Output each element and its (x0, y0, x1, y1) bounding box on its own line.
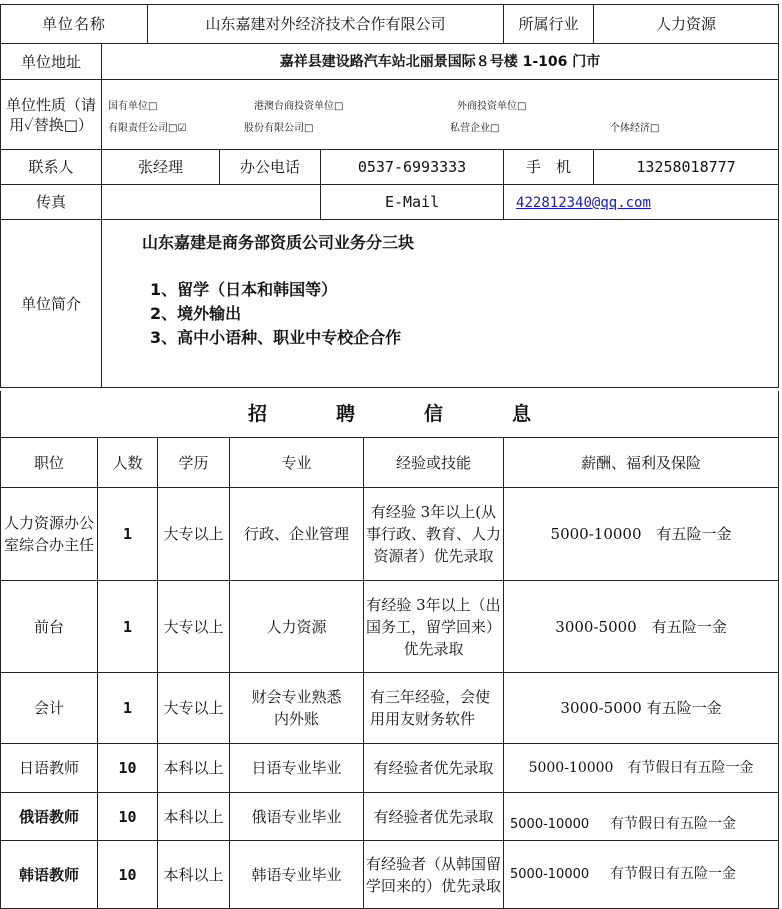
industry-value: 人力资源 (594, 5, 779, 44)
table-row (1, 673, 779, 744)
major-cell: 财会专业熟悉内外账 (230, 673, 364, 744)
major-cell: 日语专业毕业 (230, 744, 364, 793)
education-cell: 本科以上 (158, 744, 230, 793)
education-cell: 大专以上 (158, 488, 230, 581)
education-cell: 本科以上 (158, 793, 230, 841)
industry-label: 所属行业 (504, 5, 594, 44)
count-cell: 10 (98, 793, 158, 841)
major-cell: 人力资源 (230, 581, 364, 673)
col-header-education: 学历 (158, 438, 230, 488)
salary-benefit: 有节假日有五险一金 (610, 866, 736, 882)
salary-amount: 5000-10000 (510, 817, 590, 832)
office-phone-label: 办公电话 (220, 150, 321, 185)
position-cell: 日语教师 (1, 744, 98, 793)
contact-value: 张经理 (102, 150, 220, 185)
education-cell: 本科以上 (158, 841, 230, 909)
salary-benefit: 有节假日有五险一金 (610, 816, 736, 832)
table-row (1, 841, 779, 909)
company-name: 山东嘉建对外经济技术合作有限公司 (148, 5, 504, 44)
intro-body (102, 220, 779, 388)
col-header-count: 人数 (98, 438, 158, 488)
experience-cell: 有经验者优先录取 (364, 793, 504, 841)
salary-cell: 5000-10000 有节假日有五险一金 (504, 744, 779, 793)
recruit-title-char: 信 (424, 403, 444, 425)
count-cell: 1 (98, 488, 158, 581)
recruit-title-char: 聘 (336, 403, 356, 425)
email-label: E-Mail (321, 185, 504, 220)
recruitment-title (1, 391, 779, 438)
company-name-label: 单位名称 (1, 5, 148, 44)
experience-cell: 有三年经验，会使用用友财务软件 (364, 673, 504, 744)
col-header-salary: 薪酬、福利及保险 (504, 438, 779, 488)
col-header-experience: 经验或技能 (364, 438, 504, 488)
fax-value (102, 185, 321, 220)
intro-label: 单位简介 (1, 220, 102, 388)
count-cell: 10 (98, 744, 158, 793)
salary-amount: 5000-10000 (510, 867, 590, 882)
position-cell: 会计 (1, 673, 98, 744)
email-link[interactable]: 422812340@qq.com (516, 194, 651, 211)
salary-cell (504, 793, 779, 841)
recruitment-table (0, 391, 779, 909)
company-info-table (0, 4, 779, 388)
col-header-position: 职位 (1, 438, 98, 488)
salary-cell: 3000-5000 有五险一金 (504, 581, 779, 673)
nature-option-state-owned[interactable]: 国有单位□ (108, 101, 158, 112)
education-cell: 大专以上 (158, 673, 230, 744)
intro-title: 山东嘉建是商务部资质公司业务分三块 (142, 233, 415, 252)
salary-cell: 5000-10000 有五险一金 (504, 488, 779, 581)
table-row (1, 793, 779, 841)
nature-label: 单位性质（请用✓替换□） (1, 80, 102, 150)
address-value: 嘉祥县建设路汽车站北丽景国际８号楼 1-106 门市 (102, 44, 779, 80)
experience-cell: 有经验 3年以上(从事行政、教育、人力资源者）优先录取 (364, 488, 504, 581)
experience-cell: 有经验者（从韩国留学回来的）优先录取 (364, 841, 504, 909)
header-row (1, 438, 779, 488)
intro-item: 2、境外输出 (150, 304, 242, 323)
nature-option-joint-stock[interactable]: 股份有限公司□ (244, 123, 314, 134)
col-header-major: 专业 (230, 438, 364, 488)
count-cell: 1 (98, 673, 158, 744)
nature-option-limited-liability[interactable]: 有限责任公司□☑ (108, 123, 187, 134)
address-label: 单位地址 (1, 44, 102, 80)
nature-option-private[interactable]: 私营企业□ (450, 123, 500, 134)
contact-label: 联系人 (1, 150, 102, 185)
experience-cell: 有经验 3年以上（出国务工，留学回来）优先录取 (364, 581, 504, 673)
experience-cell: 有经验者优先录取 (364, 744, 504, 793)
intro-item: 3、高中小语种、职业中专校企合作 (150, 328, 402, 347)
recruit-title-char: 息 (512, 403, 532, 425)
salary-cell (504, 841, 779, 909)
major-cell: 韩语专业毕业 (230, 841, 364, 909)
table-row (1, 581, 779, 673)
position-cell: 前台 (1, 581, 98, 673)
fax-label: 传真 (1, 185, 102, 220)
count-cell: 1 (98, 581, 158, 673)
major-cell: 俄语专业毕业 (230, 793, 364, 841)
table-row (1, 744, 779, 793)
salary-cell: 3000-5000 有五险一金 (504, 673, 779, 744)
major-cell: 行政、企业管理 (230, 488, 364, 581)
position-cell: 韩语教师 (1, 841, 98, 909)
education-cell: 大专以上 (158, 581, 230, 673)
nature-option-hk-macao-taiwan[interactable]: 港澳台商投资单位□ (254, 101, 344, 112)
nature-option-individual[interactable]: 个体经济□ (610, 123, 660, 134)
mobile-value: 13258018777 (594, 150, 779, 185)
position-cell: 人力资源办公室综合办主任 (1, 488, 98, 581)
table-row (1, 488, 779, 581)
mobile-label: 手 机 (504, 150, 594, 185)
intro-item: 1、留学（日本和韩国等） (150, 280, 338, 299)
position-cell: 俄语教师 (1, 793, 98, 841)
count-cell: 10 (98, 841, 158, 909)
nature-options (102, 80, 779, 150)
email-cell (504, 185, 779, 220)
recruit-title-char: 招 (248, 403, 268, 425)
nature-option-foreign[interactable]: 外商投资单位□ (457, 101, 527, 112)
office-phone-value: 0537-6993333 (321, 150, 504, 185)
recruitment-title-row (1, 391, 779, 438)
